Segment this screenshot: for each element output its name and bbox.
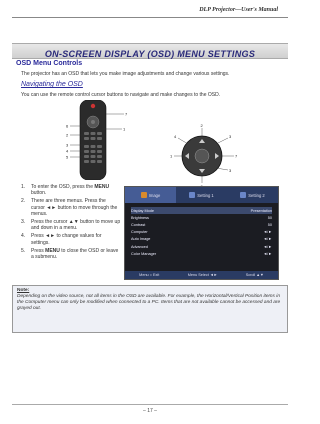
- remote-callout-label: 3: [66, 142, 69, 148]
- osd-menu-list: [131, 207, 272, 257]
- page-number: – 17 –: [143, 408, 157, 414]
- cursor-pad-center: [195, 149, 209, 163]
- note-text: Depending on the video source, not all items in the OSD are available. For example, the Horizontal/Vertical Position items in the Computer menu can only be modified when connected to a PC. Items that are not available cannot be accessed and are grayed out.: [17, 294, 281, 311]
- settings-icon: [240, 192, 246, 198]
- step-item: 4. Press ◄► to change values for settings.: [21, 233, 102, 246]
- remote-callout-label: 6: [66, 123, 69, 129]
- osd-tab-setting-2: Setting 2: [227, 187, 278, 203]
- osd-row: Auto Image ◄/►: [131, 237, 272, 242]
- settings-icon: [189, 192, 195, 198]
- remote-control-illustration: [60, 100, 150, 180]
- osd-row: Contrast 50: [131, 222, 272, 227]
- pad-callout-label: 2: [200, 123, 203, 128]
- osd-menu-screenshot: [124, 186, 279, 280]
- osd-footer-hint: Scroll ▲▼: [245, 273, 264, 277]
- subsection-intro: You can use the remote control cursor buttons to navigate and make changes to the OSD.: [21, 92, 221, 98]
- remote-callout-label: 5: [66, 154, 69, 160]
- section-heading: OSD Menu Controls: [16, 60, 83, 67]
- pad-callout-label: 1: [170, 153, 173, 159]
- note-title: Note:: [17, 288, 30, 293]
- section-intro: The projector has an OSD that lets you make image adjustments and change various settings.: [21, 71, 230, 77]
- remote-callout-label: 1: [123, 126, 126, 132]
- cursor-pad-closeup: [166, 120, 244, 190]
- page-title-bar: [12, 43, 288, 59]
- running-header: DLP Projector—User's Manual: [199, 7, 278, 13]
- header-rule: [12, 17, 288, 18]
- step-item: 2. There are three menus. Press the cursor ◄► button to move through the menus.: [21, 198, 118, 217]
- subsection-heading: Navigating the OSD: [21, 81, 83, 88]
- remote-enter-button: [91, 120, 95, 124]
- power-button: [91, 104, 95, 108]
- osd-footer-hint: Menu Select ◄►: [187, 273, 218, 277]
- pad-callout-label: 3: [229, 168, 232, 173]
- pad-callout-label: 7: [235, 153, 238, 159]
- osd-row: Advanced ◄/►: [131, 244, 272, 249]
- osd-tab-setting-1: Setting 1: [176, 187, 227, 203]
- osd-row: Color Manager ◄/►: [131, 251, 272, 256]
- osd-tab-bar: [125, 187, 278, 203]
- osd-row: Computer ◄/►: [131, 230, 272, 235]
- remote-callout-label: 2: [66, 132, 69, 138]
- note-box: [12, 285, 288, 333]
- step-item: 3. Press the cursor ▲▼ button to move up and down in a menu.: [21, 219, 121, 232]
- instruction-steps: [21, 184, 121, 262]
- osd-row: Display Mode Presentation: [131, 208, 272, 213]
- image-icon: [141, 192, 147, 198]
- footer-rule: [12, 404, 288, 405]
- pad-callout-label: 4: [174, 134, 177, 139]
- osd-row: Brightness 50: [131, 215, 272, 220]
- page-title: ON-SCREEN DISPLAY (OSD) MENU SETTINGS: [44, 49, 256, 59]
- remote-callout-label: 4: [66, 148, 69, 154]
- pad-callout-label: 3: [229, 134, 232, 139]
- remote-callout-label: 7: [125, 111, 128, 117]
- step-item: 1. To enter the OSD, press the MENU button.: [21, 184, 110, 197]
- osd-footer-hint: Menu = Exit: [139, 273, 160, 277]
- osd-tab-image: Image: [125, 187, 176, 203]
- step-item: 5. Press MENU to close the OSD or leave a submenu.: [21, 247, 119, 261]
- osd-footer-bar: [125, 271, 278, 279]
